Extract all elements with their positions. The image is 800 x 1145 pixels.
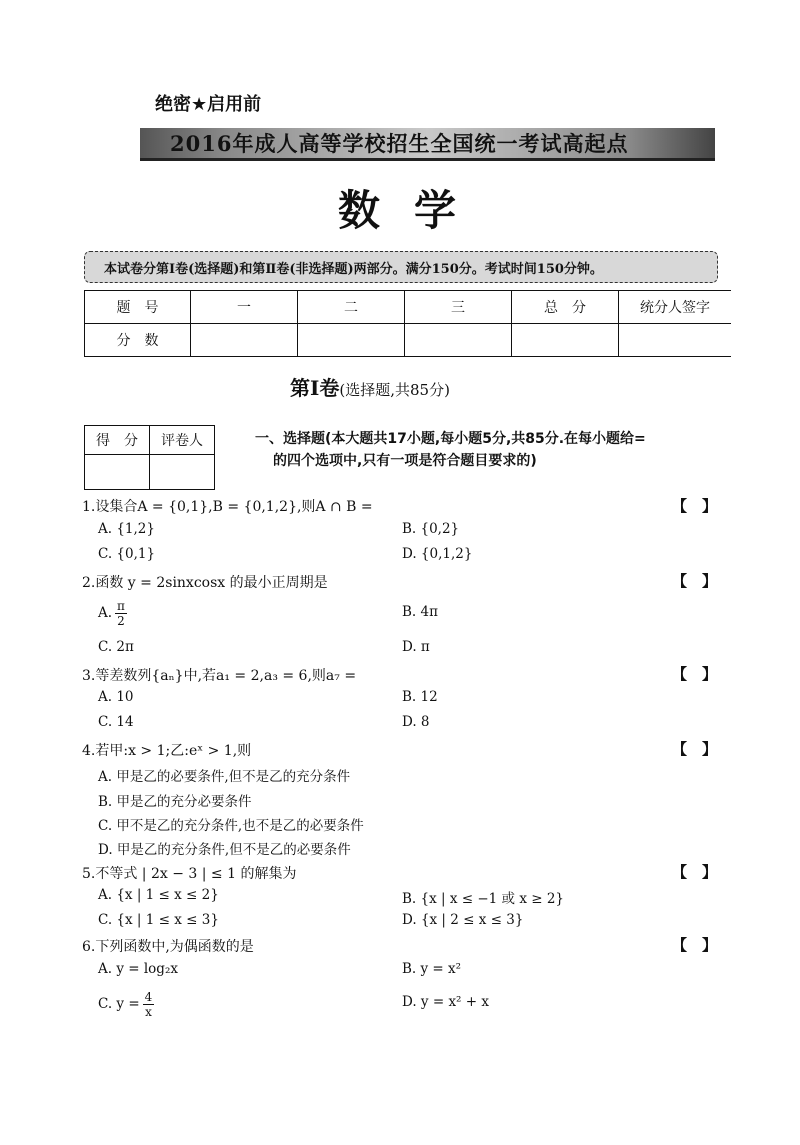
part-title-main: 第Ⅰ卷: [290, 376, 340, 400]
question-stem: 2.函数 y = 2sinxcosx 的最小正周期是: [82, 575, 328, 591]
exam-title: 2016年成人高等学校招生全国统一考试高起点: [170, 131, 629, 156]
option-a: A. 10: [98, 689, 134, 705]
part-title: [290, 372, 450, 401]
option-a: A. {x | 1 ≤ x ≤ 2}: [98, 887, 219, 903]
option-b: B. {0,2}: [402, 521, 460, 537]
score-table-cell: 总 分: [512, 291, 619, 324]
grader-table: [84, 425, 215, 490]
score-table: [84, 290, 731, 357]
confidential-label: 绝密★启用前: [155, 94, 262, 115]
answer-bracket[interactable]: 【 】: [672, 497, 718, 515]
score-table-cell: 分 数: [85, 324, 191, 357]
option-d: D. π: [402, 639, 430, 655]
section-instructions-line: 一、选择题(本大题共17小题,每小题5分,共85分.在每小题给=: [255, 431, 646, 447]
option-d: D. y = x² + x: [402, 994, 489, 1010]
option-d: D. 甲是乙的充分条件,但不是乙的必要条件: [98, 842, 351, 858]
score-table-header-row: [85, 291, 732, 324]
fraction-denominator: 2: [117, 614, 125, 628]
question-stem: 6.下列函数中,为偶函数的是: [82, 939, 254, 955]
answer-bracket[interactable]: 【 】: [672, 665, 718, 683]
option-c: C. 甲不是乙的充分条件,也不是乙的必要条件: [98, 818, 364, 834]
option-label: C. y =: [98, 996, 140, 1012]
fraction-numerator: π: [117, 599, 125, 613]
score-table-cell: 题 号: [85, 291, 191, 324]
option-c: [98, 990, 154, 1019]
fraction: [143, 990, 155, 1019]
option-c: C. {0,1}: [98, 546, 156, 562]
answer-bracket[interactable]: 【 】: [672, 863, 718, 881]
question-stem: 5.不等式 | 2x − 3 | ≤ 1 的解集为: [82, 866, 297, 882]
option-c: C. {x | 1 ≤ x ≤ 3}: [98, 912, 219, 928]
grader-score-label: 得 分: [85, 426, 150, 455]
option-d: D. {0,1,2}: [402, 546, 473, 562]
grader-name-cell[interactable]: [150, 455, 215, 490]
answer-bracket[interactable]: 【 】: [672, 936, 718, 954]
score-table-cell: 三: [405, 291, 512, 324]
fraction-denominator: x: [145, 1005, 152, 1019]
score-table-cell: 统分人签字: [619, 291, 732, 324]
score-table-score-row: [85, 324, 732, 357]
option-a: A. {1,2}: [98, 521, 155, 537]
option-b: B. {x | x ≤ −1 或 x ≥ 2}: [402, 891, 565, 907]
part-title-sub: (选择题,共85分): [339, 381, 450, 399]
grader-name-label: 评卷人: [150, 426, 215, 455]
option-b: B. y = x²: [402, 961, 462, 977]
option-a: A. 甲是乙的必要条件,但不是乙的充分条件: [98, 769, 351, 785]
score-table-cell: 二: [298, 291, 405, 324]
option-c: C. 14: [98, 714, 134, 730]
fraction: [115, 599, 127, 628]
section-instructions: [255, 428, 646, 472]
question-stem: 4.若甲:x > 1;乙:eˣ > 1,则: [82, 743, 252, 759]
option-label: A.: [98, 605, 113, 621]
question-stem: 1.设集合A = {0,1},B = {0,1,2},则A ∩ B =: [82, 499, 373, 515]
score-input-cell[interactable]: [298, 324, 405, 357]
score-input-cell[interactable]: [512, 324, 619, 357]
score-input-cell[interactable]: [405, 324, 512, 357]
exam-notice: 本试卷分第Ⅰ卷(选择题)和第Ⅱ卷(非选择题)两部分。满分150分。考试时间150分钟。: [104, 262, 603, 277]
option-a: [98, 599, 127, 628]
option-b: B. 12: [402, 689, 438, 705]
option-d: D. 8: [402, 714, 430, 730]
option-d: D. {x | 2 ≤ x ≤ 3}: [402, 912, 524, 928]
option-c: C. 2π: [98, 639, 134, 655]
option-b: B. 甲是乙的充分必要条件: [98, 794, 252, 810]
subject-title: 数学: [338, 186, 491, 235]
section-instructions-line: 的四个选项中,只有一项是符合题目要求的): [273, 453, 537, 469]
option-a: A. y = log₂x: [98, 961, 178, 977]
option-b: B. 4π: [402, 604, 438, 620]
score-input-cell[interactable]: [619, 324, 732, 357]
answer-bracket[interactable]: 【 】: [672, 740, 718, 758]
question-stem: 3.等差数列{aₙ}中,若a₁ = 2,a₃ = 6,则a₇ =: [82, 668, 357, 684]
score-input-cell[interactable]: [191, 324, 298, 357]
grader-score-cell[interactable]: [85, 455, 150, 490]
score-table-cell: 一: [191, 291, 298, 324]
fraction-numerator: 4: [144, 990, 153, 1004]
answer-bracket[interactable]: 【 】: [672, 572, 718, 590]
